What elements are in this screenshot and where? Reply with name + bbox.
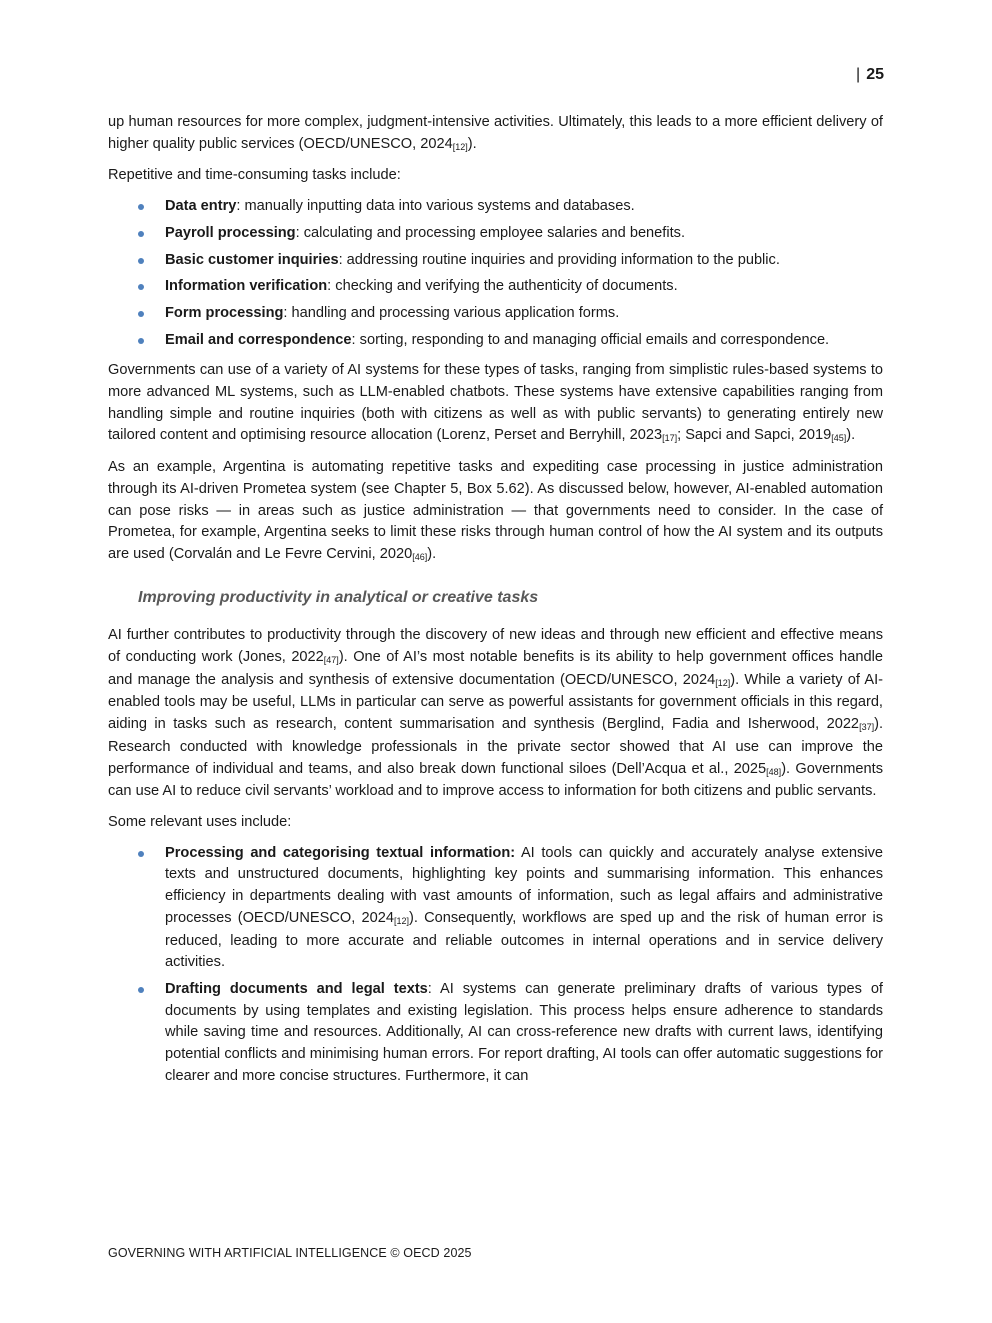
term: Basic customer inquiries [165, 251, 339, 268]
bullet-icon [138, 258, 144, 264]
desc: : checking and verifying the authenticity of documents. [327, 278, 678, 295]
paragraph-1 [108, 112, 883, 156]
separator: | [856, 66, 861, 83]
term: Email and correspondence [165, 331, 352, 348]
list-item [108, 303, 883, 325]
page-number-value: 25 [866, 66, 884, 83]
desc: : addressing routine inquiries and providing information to the public. [338, 251, 780, 268]
page-number [856, 66, 884, 84]
term: Payroll processing [165, 224, 296, 241]
bullet-icon [138, 851, 144, 857]
page-footer: GOVERNING WITH ARTIFICIAL INTELLIGENCE © OECD 2025 [108, 1246, 472, 1260]
desc: : manually inputting data into various systems and databases. [236, 198, 635, 215]
citation-ref[interactable]: [12] [715, 677, 731, 688]
paragraph-4 [108, 457, 883, 567]
citation-ref[interactable]: [12] [393, 915, 409, 926]
text: up human resources for more complex, judgment-intensive activities. Ultimately, this leads to a more efficient delivery of higher quality public services (OECD/UNESCO, 2024 [108, 114, 883, 152]
list-item [108, 843, 883, 974]
term: Information verification [165, 278, 328, 295]
term: Drafting documents and legal texts [165, 980, 428, 997]
paragraph-2: Repetitive and time-consuming tasks include: [108, 167, 401, 184]
section-subheading: Improving productivity in analytical or creative tasks [138, 588, 539, 606]
desc: : sorting, responding to and managing official emails and correspondence. [351, 331, 830, 348]
paragraph-6: Some relevant uses include: [108, 813, 292, 830]
desc: : calculating and processing employee salaries and benefits. [295, 224, 685, 241]
text: ). While a variety of AI-enabled tools may be useful, LLMs in particular can serve as powerful assistants for government officials in this regard, aiding in tasks such as research, content summarisation and synthesis (Berglind, Fadia and Isherwood, 2022 [108, 671, 883, 733]
bullet-icon [138, 987, 144, 993]
desc: ). Consequently, workflows are sped up and the risk of human error is reduced, leading to more accurate and reliable outcomes in internal operations and in service delivery activities. [165, 909, 883, 971]
bullet-icon [138, 338, 144, 344]
text: Governments can use of a variety of AI systems for these types of tasks, ranging from simplistic rules-based systems to more advanced ML systems, such as LLM-enabled chatbots. These systems have extensive capabilities ranging from handling simple and routine inquiries (both with citizens as well as with public servants) to generating entirely new tailored content and optimising resource allocation (Lorenz, Perset and Berryhill, 2023 [108, 362, 883, 444]
desc: AI tools can quickly and accurately analyse extensive texts and unstructured documents, highlighting key points and summarising information. This enhances efficiency in departments dealing with vast amounts of information, such as legal affairs and administrative processes (OECD/UNESCO, 2024 [165, 844, 883, 926]
desc: : handling and processing various application forms. [283, 304, 620, 321]
term: Form processing [165, 304, 284, 321]
citation-ref[interactable]: [46] [412, 551, 428, 562]
text: ). [846, 427, 856, 444]
paragraph-3 [108, 360, 883, 448]
text: ). Governments can use AI to reduce civil servants’ workload and to improve access to information for both citizens and public servants. [108, 760, 883, 800]
list-item [108, 330, 883, 352]
tasks-list [108, 196, 883, 351]
term: Processing and categorising textual information: [165, 844, 516, 861]
citation-ref[interactable]: [12] [452, 141, 468, 152]
text: AI further contributes to productivity through the discovery of new ideas and through new efficient and effective means of conducting work (Jones, 2022 [108, 627, 883, 666]
text: ; Sapci and Sapci, 2019 [677, 427, 832, 444]
term: Data entry [165, 198, 237, 215]
list-item [108, 196, 883, 218]
desc: : AI systems can generate preliminary drafts of various types of documents by using templates and existing legislation. This process helps ensure adherence to standards while saving time and resources. Additionally, AI can cross-reference new drafts with current laws, identifying potential conflicts and minimising human errors. For report drafting, AI tools can offer automatic suggestions for clearer and more concise structures. Furthermore, it can [165, 980, 883, 1084]
list-item [108, 979, 883, 1088]
text: ). Research conducted with knowledge professionals in the private sector showed that AI use can improve the performance of individual and teams, and also break down functional siloes (Dell’Acqua et al., 2025 [108, 716, 883, 777]
bullet-icon [138, 204, 144, 210]
list-item [108, 276, 883, 298]
list-item [108, 250, 883, 272]
bullet-icon [138, 231, 144, 237]
citation-ref[interactable]: [45] [831, 433, 847, 444]
text: ). [427, 545, 437, 562]
bullet-icon [138, 284, 144, 290]
citation-ref[interactable]: [48] [766, 766, 782, 777]
text: As an example, Argentina is automating repetitive tasks and expediting case processing in justice administration through its AI-driven Prometea system (see Chapter 5, Box 5.62). As discussed below, however, AI-enabled automation can pose risks — in areas such as justice administration — that governments need to consider. In the case of Prometea, for example, Argentina seeks to limit these risks through human control of how the AI system and its outputs are used (Corvalán and Le Fevre Cervini, 2020 [108, 459, 883, 562]
text: ). [467, 135, 477, 152]
bullet-icon [138, 311, 144, 317]
citation-ref[interactable]: [17] [662, 433, 678, 444]
citation-ref[interactable]: [47] [323, 655, 339, 666]
citation-ref[interactable]: [37] [859, 722, 875, 733]
document-body [108, 112, 883, 1096]
paragraph-5 [108, 625, 883, 803]
list-item [108, 223, 883, 245]
uses-list [108, 843, 883, 1088]
text: ). One of AI’s most notable benefits is its ability to help government offices handle and manage the analysis and synthesis of extensive documentation (OECD/UNESCO, 2024 [108, 649, 883, 688]
